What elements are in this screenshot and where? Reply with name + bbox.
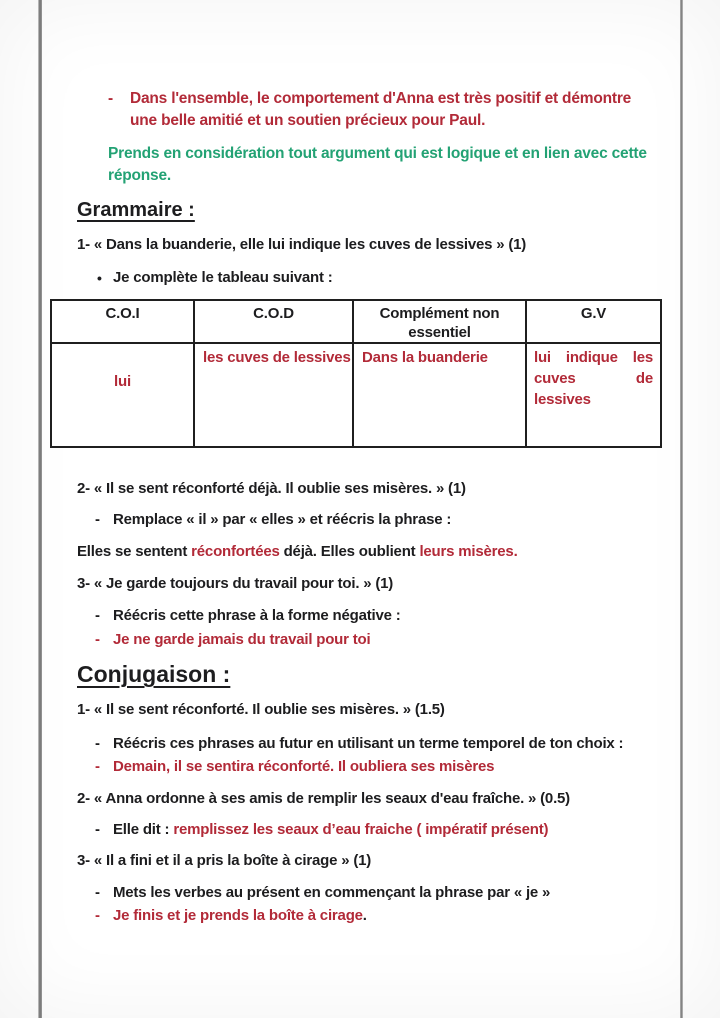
text-segment: . — [362, 907, 367, 924]
page-right-edge-line — [680, 0, 683, 1018]
grammaire-q1-instruction: Je complète le tableau suivant : — [113, 269, 333, 286]
conjugaison-q1-instruction-item — [77, 734, 680, 754]
grammaire-q2-instruction-item — [77, 510, 680, 530]
bullet-mark: • — [97, 270, 102, 286]
dash-mark: - — [95, 884, 100, 901]
conjugaison-q3-answer-item — [77, 906, 680, 926]
teacher-note-line-1: Prends en considération tout argument qui est logique et en lien avec cette — [108, 145, 647, 162]
text-segment: Je finis et je prends la boîte à cirage — [113, 907, 363, 924]
table-header-row — [51, 300, 661, 343]
feedback-answer-text — [130, 88, 631, 132]
conjugaison-q1-answer-item — [77, 757, 680, 777]
dash-mark: - — [95, 758, 100, 775]
complement-analysis-table — [50, 299, 662, 448]
grammaire-q1-instruction-item — [77, 268, 680, 288]
teacher-note-line-2: réponse. — [108, 167, 172, 184]
dash-mark: - — [95, 607, 100, 624]
grammaire-q2-answer — [77, 542, 680, 562]
dash-mark: - — [95, 735, 100, 752]
feedback-answer-item — [77, 88, 680, 132]
table-cell-gv: lui indique les cuves de lessives — [526, 343, 661, 447]
conjugaison-heading: Conjugaison : — [77, 661, 231, 687]
conjugaison-q2-question: 2- « Anna ordonne à ses amis de remplir les seaux d'eau fraîche. » (0.5) — [77, 790, 570, 807]
table-answer-row — [51, 343, 661, 447]
conjugaison-q3-instruction-item — [77, 883, 680, 903]
grammaire-q3-answer-item — [77, 630, 680, 650]
dash-mark: - — [95, 631, 100, 648]
grammaire-q1-question: 1- « Dans la buanderie, elle lui indique les cuves de lessives » (1) — [77, 236, 527, 253]
conjugaison-q2-answer-item — [77, 820, 680, 840]
conjugaison-q3-instruction: Mets les verbes au présent en commençant la phrase par « je » — [113, 884, 551, 901]
grammaire-q3-instruction: Réécris cette phrase à la forme négative : — [113, 607, 401, 624]
dash-mark: - — [95, 907, 100, 924]
feedback-answer-line-2: une belle amitié et un soutien précieux pour Paul. — [130, 112, 486, 129]
dash-mark: - — [95, 511, 100, 528]
table-header-coi: C.O.I — [51, 300, 194, 343]
dash-mark: - — [95, 821, 100, 838]
conjugaison-q1-question: 1- « Il se sent réconforté. Il oublie ses misères. » (1.5) — [77, 701, 445, 718]
text-segment: Elle dit : — [113, 821, 174, 838]
conjugaison-q3-question: 3- « Il a fini et il a pris la boîte à cirage » (1) — [77, 852, 372, 869]
conjugaison-q1-answer: Demain, il se sentira réconforté. Il oubliera ses misères — [113, 758, 495, 775]
dash-mark: - — [108, 90, 113, 107]
text-segment: réconfortées — [191, 543, 280, 560]
conjugaison-q2-answer — [113, 820, 548, 840]
table-header-complement-non-essentiel: Complément non essentiel — [353, 300, 526, 343]
grammaire-q2-instruction: Remplace « il » par « elles » et réécris la phrase : — [113, 511, 452, 528]
text-segment: Elles se sentent — [77, 543, 192, 560]
grammaire-heading: Grammaire : — [77, 199, 195, 221]
table-header-gv: G.V — [526, 300, 661, 343]
grammaire-q3-instruction-item — [77, 606, 680, 626]
conjugaison-q1-instruction: Réécris ces phrases au futur en utilisant un terme temporel de ton choix : — [113, 735, 624, 752]
table-header-cod: C.O.D — [194, 300, 353, 343]
text-segment: leurs misères. — [419, 543, 518, 560]
table-cell-coi: lui — [51, 343, 194, 447]
table-cell-cod: les cuves de lessives — [194, 343, 353, 447]
text-segment: remplissez les seaux d’eau fraiche ( impératif présent) — [173, 821, 549, 838]
feedback-answer-line-1: Dans l'ensemble, le comportement d'Anna est très positif et démontre — [130, 90, 632, 107]
teacher-note — [108, 143, 680, 187]
text-segment: déjà. Elles oublient — [279, 543, 420, 560]
grammaire-q3-question: 3- « Je garde toujours du travail pour toi. » (1) — [77, 575, 394, 592]
table-cell-complement-non-essentiel: Dans la buanderie — [353, 343, 526, 447]
conjugaison-q3-answer — [113, 906, 367, 926]
grammaire-q3-answer: Je ne garde jamais du travail pour toi — [113, 631, 371, 648]
grammaire-q2-question: 2- « Il se sent réconforté déjà. Il oublie ses misères. » (1) — [77, 480, 466, 497]
